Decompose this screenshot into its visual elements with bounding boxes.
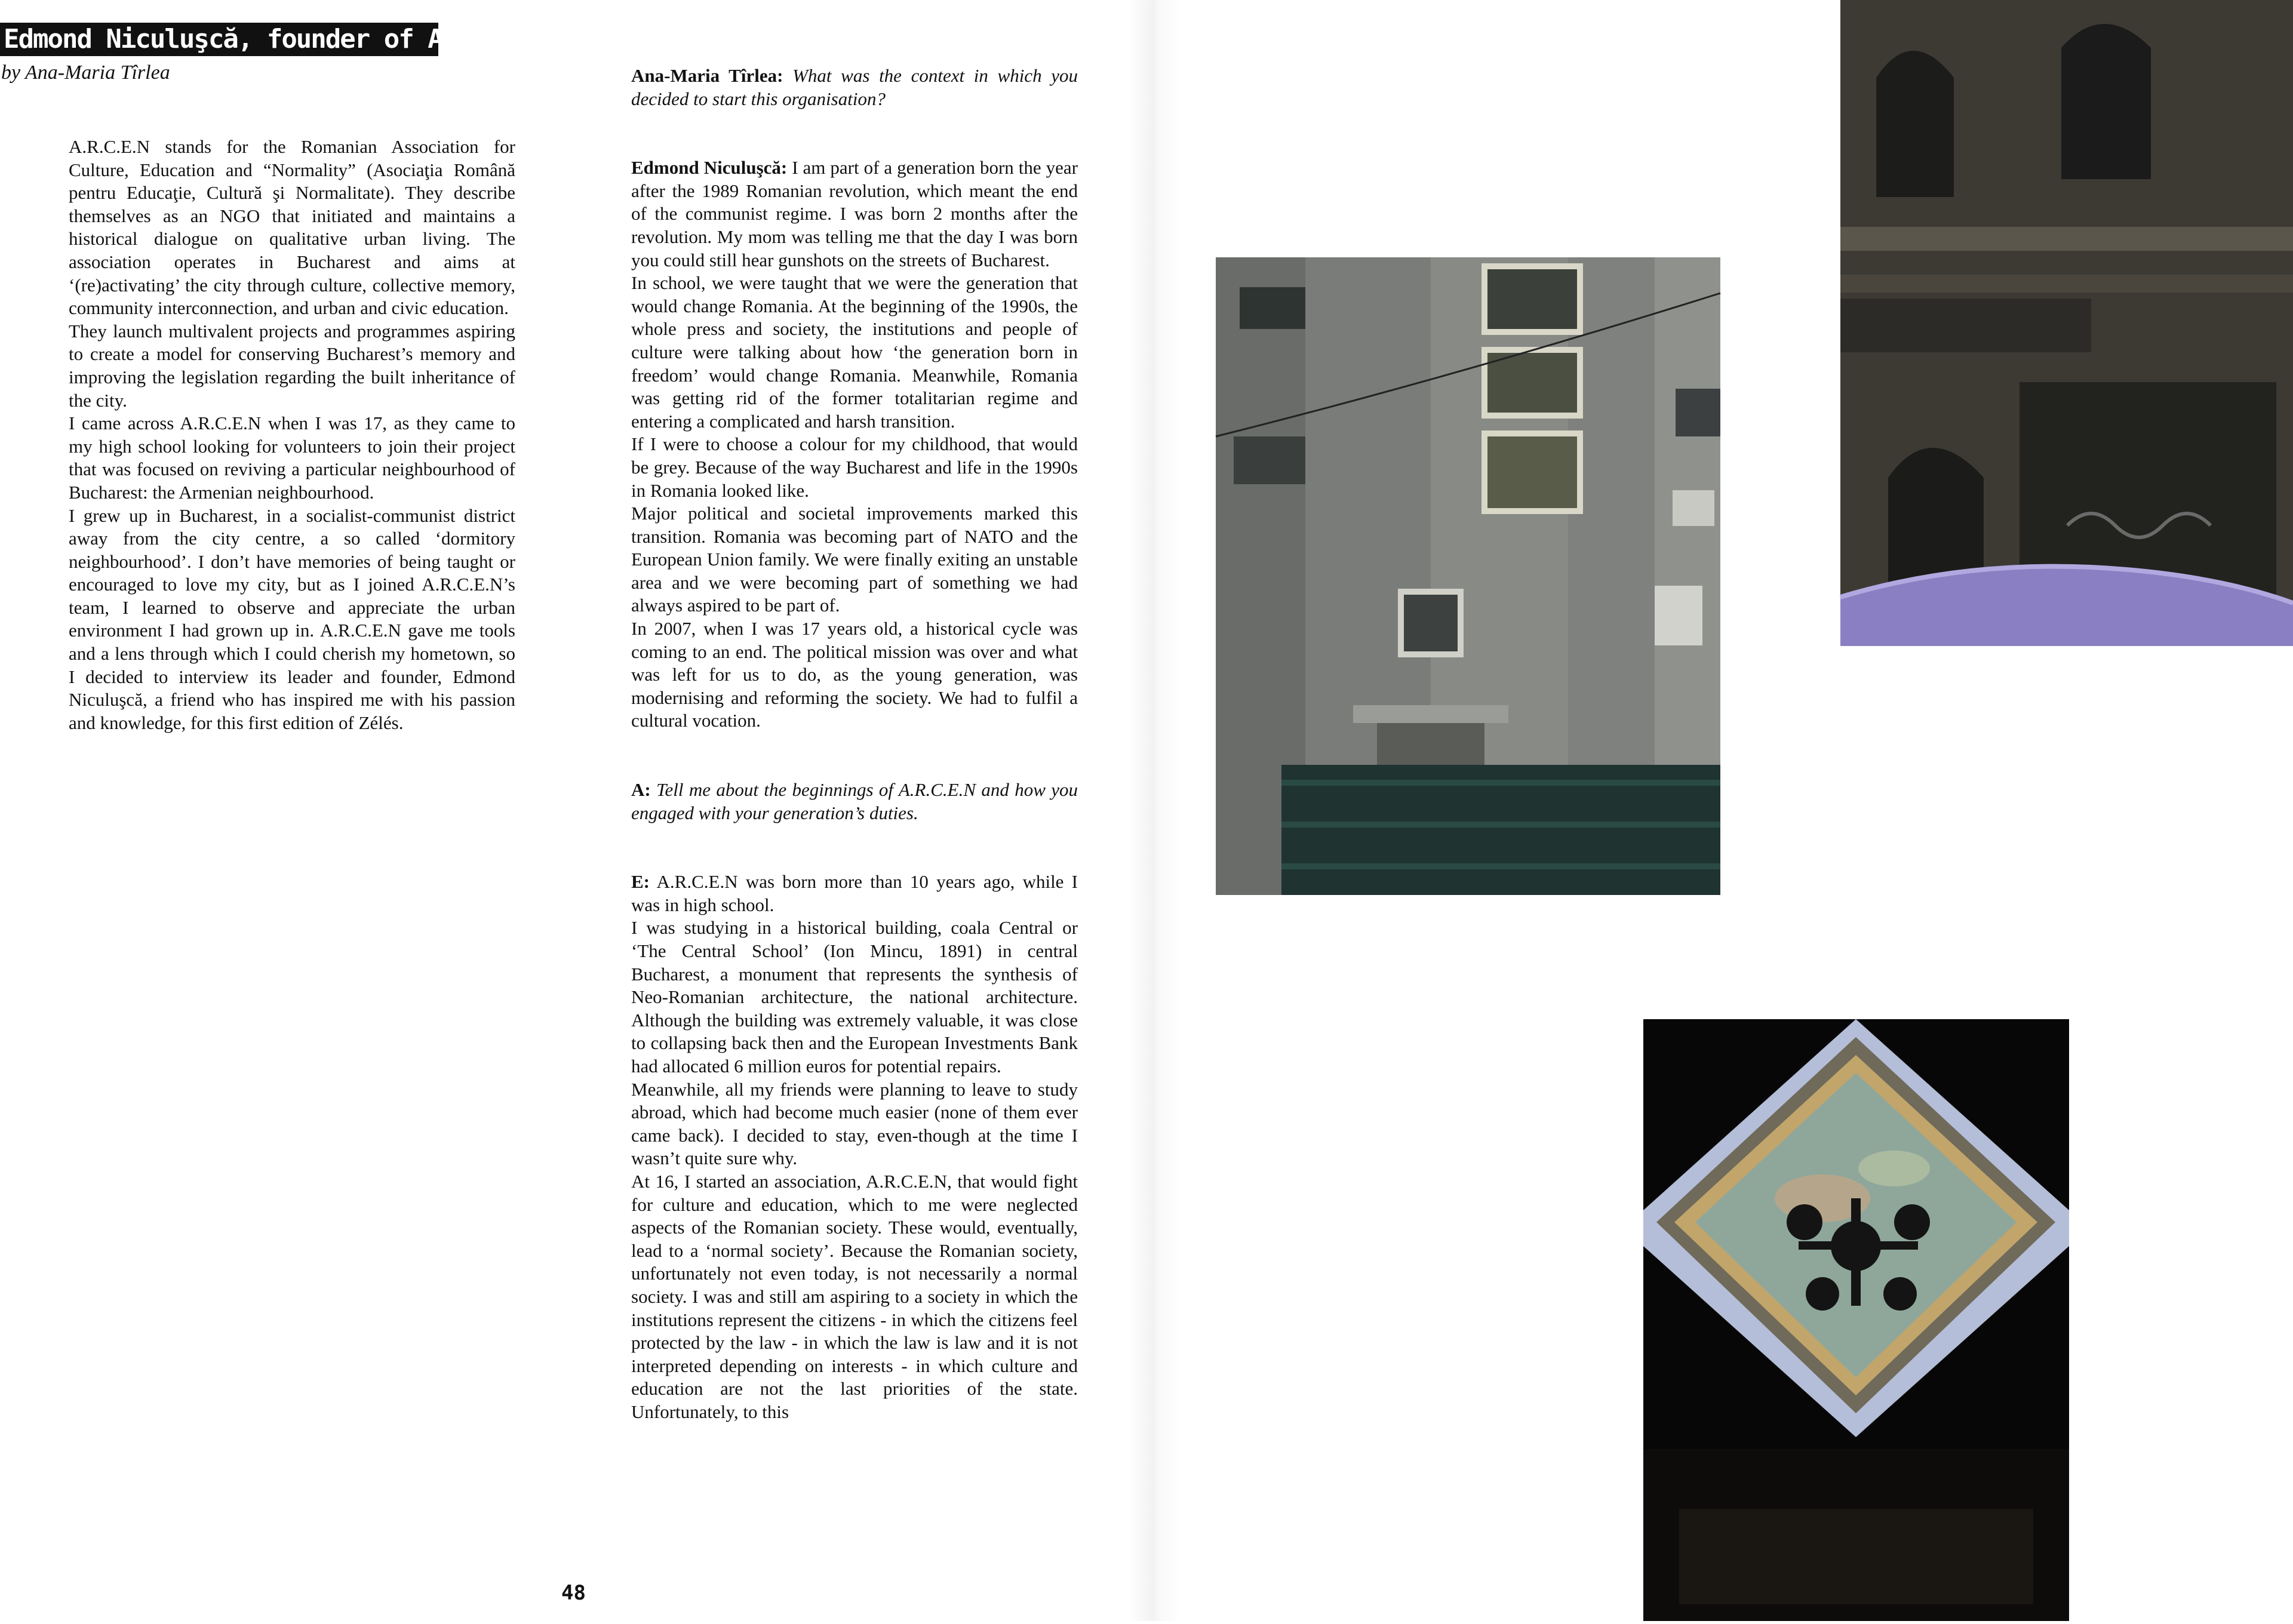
question-text: Tell me about the beginnings of A.R.C.E.N and how you engaged with your generation’s duties. xyxy=(631,779,1078,823)
answer-paragraph: In school, we were taught that we were the generation that would change Romania. At the beginning of the 1990s, the whole press and society, the institutions and people of culture were talking about how ‘the generation born in freedom’ would change Romania. Meanwhile, Romania was getting rid of the former totalitarian regime and entering a complicated and harsh transition. xyxy=(631,272,1078,432)
answer-2 xyxy=(631,871,1078,916)
page-number-left: 48 xyxy=(561,1581,586,1605)
answer-1 xyxy=(631,156,1078,272)
answer-paragraph: In 2007, when I was 17 years old, a historical cycle was coming to an end. The political mission was over and what was left for us to do, as the young generation, was modernising and reforming the society. We had to fulfil a cultural vocation. xyxy=(631,618,1078,731)
answer-text: A.R.C.E.N was born more than 10 years ago, while I was in high school. xyxy=(631,871,1078,915)
answer-paragraph: Meanwhile, all my friends were planning to leave to study abroad, which had become much easier (none of them ever came back). I decided to stay, even-though at the time I wasn’t quite sure why. xyxy=(631,1078,1078,1169)
question-2 xyxy=(631,779,1078,825)
building-photo xyxy=(1216,257,1720,895)
question-label: A: xyxy=(631,779,651,801)
answer-paragraph: Major political and societal improvements marked this transition. Romania was becoming part of NATO and the European Union family. We were finally exiting an unstable area and we were becoming part of something we had always aspired to be part of. xyxy=(631,503,1078,616)
article-title: Edmond Niculuşcă, founder of A.R.C.E.N. xyxy=(0,23,438,56)
skylight-photo xyxy=(1643,1019,2069,1621)
interview-column xyxy=(631,64,1078,1423)
answer-paragraph: If I were to choose a colour for my childhood, that would be grey. Because of the way Bucharest and life in the 1990s in Romania looked like. xyxy=(631,433,1078,501)
intro-paragraph: I grew up in Bucharest, in a socialist-communist district away from the city centre, a so called ‘dormitory neighbourhood’. I don’t have memories of being taught or encouraged to love my city, but as I joined A.R.C.E.N’s team, I learned to observe and appreciate the urban environment I had grown up in. A.R.C.E.N gave me tools and a lens through which I could cherish my hometown, so I decided to interview its leader and founder, Edmond Niculuşcă, a friend who has inspired me with his passion and knowledge, for this first edition of Zélés. xyxy=(69,505,515,733)
answer-label: Edmond Niculuşcă: xyxy=(631,157,788,179)
intro-paragraph: They launch multivalent projects and programmes aspiring to create a model for conserving Bucharest’s memory and improving the legislation regarding the built inheritance of the city. xyxy=(69,320,515,411)
page-gutter xyxy=(1129,0,1182,1621)
question-label: Ana-Maria Tîrlea: xyxy=(631,65,783,86)
intro-paragraph: A.R.C.E.N stands for the Romanian Association for Culture, Education and “Normality” (Asociaţia Română pentru Educaţie, Cultură şi Normalitate). They describe themselves as an NGO that initiated and maintains a historical dialogue on qualitative urban living. The association operates in Bucharest and aims at ‘(re)activating’ the city through culture, collective memory, community interconnection, and urban and civic education. xyxy=(69,136,515,319)
byline: by Ana-Maria Tîrlea xyxy=(1,61,170,84)
facade-photo xyxy=(1840,0,2293,646)
question-text: What was the context in which you decided to start this organisation? xyxy=(631,65,1078,109)
intro-paragraph: I came across A.R.C.E.N when I was 17, as they came to my high school looking for volunteers to join their project that was focused on reviving a particular neighbourhood of Bucharest: the Armenian neighbourhood. xyxy=(69,413,515,503)
answer-paragraph: At 16, I started an association, A.R.C.E.N, that would fight for culture and education, which to me were neglected aspects of the Romanian society. These would, eventually, lead to a ‘normal society’. Because the Romanian society, unfortunately not even today, is not necessarily a normal society. I was and still am aspiring to a society in which the institutions represent the citizens - in which the citizens feel protected by the law - in which the law is law and it is not interpreted depending on interests - in which culture and education are not the last priorities of the state. Unfortunately, to this xyxy=(631,1170,1078,1422)
intro-column xyxy=(69,136,515,734)
answer-paragraph: I was studying in a historical building, coala Central or ‘The Central School’ (Ion Mincu, 1891) in central Bucharest, a monument that represents the synthesis of Neo-Romanian architecture, the national architecture. Although the building was extremely valuable, it was close to collapsing back then and the European Investments Bank had allocated 6 million euros for potential repairs. xyxy=(631,917,1078,1076)
question-1 xyxy=(631,64,1078,110)
answer-text: I am part of a generation born the year after the 1989 Romanian revolution, which meant the end of the communist regime. I was born 2 months after the revolution. My mom was telling me that the day I was born you could still hear gunshots on the streets of Bucharest. xyxy=(631,157,1078,270)
answer-label: E: xyxy=(631,871,650,893)
